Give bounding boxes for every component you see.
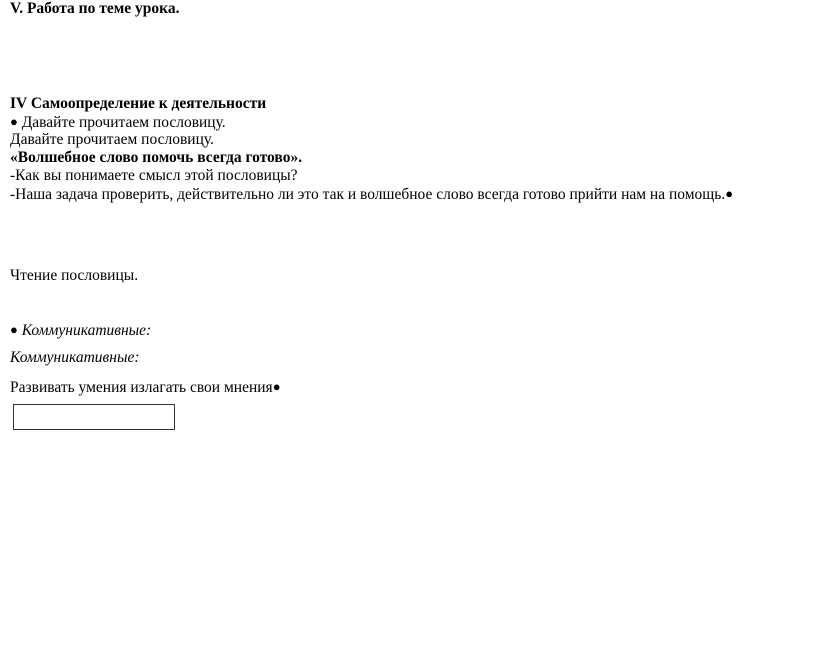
question-text: -Как вы понимаете смысл этой пословицы? [10, 167, 298, 184]
task-line [10, 185, 733, 204]
skill-line [10, 378, 281, 397]
bullet-icon: ● [10, 114, 18, 129]
task-text: -Наша задача проверить, действительно ли это так и волшебное слово всегда готово прийти нам на помощь. [10, 186, 726, 203]
communicative-bullet-label: Коммуникативные: [17, 322, 152, 339]
skill-text: Развивать умения излагать свои мнения [10, 379, 273, 396]
section-iv-heading: IV Самоопределение к деятельности [10, 95, 267, 112]
bullet-icon: ● [10, 322, 18, 337]
communicative-label: Коммуникативные: [10, 349, 140, 366]
bullet-line [10, 113, 226, 132]
repeat-text: Давайте прочитаем пословицу. [10, 131, 214, 148]
bullet-text: Давайте прочитаем пословицу. [17, 114, 226, 131]
communicative-bullet-line [10, 321, 151, 340]
proverb-text: «Волшебное слово помочь всегда готово». [10, 149, 303, 166]
section-v-heading: V. Работа по теме урока. [10, 0, 180, 17]
bullet-icon: ● [725, 186, 734, 201]
reading-text: Чтение пословицы. [10, 267, 139, 284]
bullet-icon: ● [272, 379, 281, 394]
empty-box [13, 404, 175, 430]
